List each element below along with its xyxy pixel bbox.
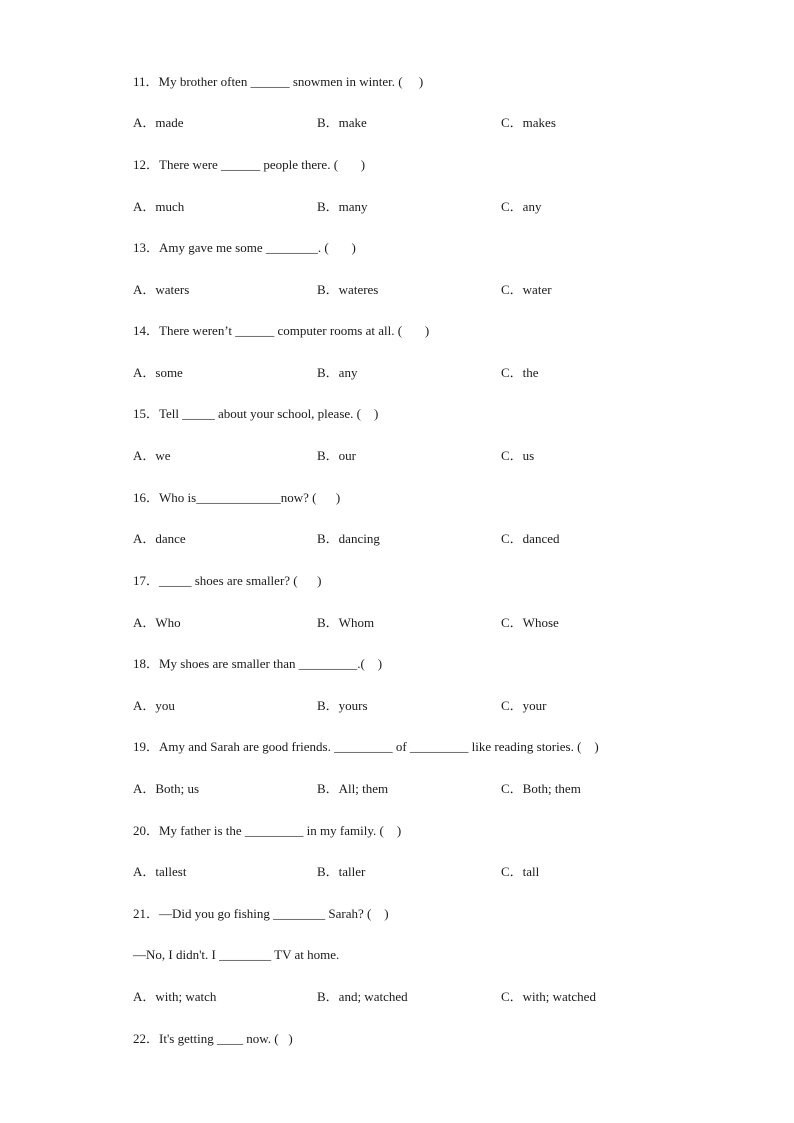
question-12-option-a: A．much — [133, 199, 185, 214]
question-18-stem: 18．My shoes are smaller than _________.( ) — [133, 656, 383, 671]
question-17-option-b: B．Whom — [317, 615, 375, 630]
question-15-option-a: A．we — [133, 448, 171, 463]
question-15-stem: 15．Tell _____ about your school, please. ( ) — [133, 406, 379, 421]
question-21-option-a: A．with; watch — [133, 989, 217, 1004]
question-19-stem: 19．Amy and Sarah are good friends. _________ of _________ like reading stories. ( ) — [133, 739, 599, 754]
question-18-option-c: C．your — [501, 698, 547, 713]
question-20-stem: 20．My father is the _________ in my family. ( ) — [133, 823, 402, 838]
question-20-option-b: B．taller — [317, 864, 366, 879]
question-18-option-b: B．yours — [317, 698, 368, 713]
question-13-stem: 13．Amy gave me some ________. ( ) — [133, 240, 356, 255]
question-17-stem: 17．_____ shoes are smaller? ( ) — [133, 573, 322, 588]
question-17-option-a: A．Who — [133, 615, 181, 630]
question-11-option-c: C．makes — [501, 115, 556, 130]
question-18-option-a: A．you — [133, 698, 175, 713]
question-12-stem: 12．There were ______ people there. ( ) — [133, 157, 366, 172]
question-19-option-b: B．All; them — [317, 781, 389, 796]
question-11-option-b: B．make — [317, 115, 367, 130]
question-14-option-a: A．some — [133, 365, 183, 380]
question-21-stem-line-2: —No, I didn't. I ________ TV at home. — [133, 947, 340, 962]
question-11-stem: 11．My brother often ______ snowmen in winter. ( ) — [133, 74, 424, 89]
question-16-stem: 16．Who is_____________now? ( ) — [133, 490, 341, 505]
question-16-option-c: C．danced — [501, 531, 560, 546]
question-21-option-b: B．and; watched — [317, 989, 408, 1004]
question-15-option-c: C．us — [501, 448, 535, 463]
question-14-stem: 14．There weren’t ______ computer rooms at all. ( ) — [133, 323, 430, 338]
question-13-option-a: A．waters — [133, 282, 190, 297]
question-21-option-c: C．with; watched — [501, 989, 596, 1004]
question-22-stem: 22．It's getting ____ now. ( ) — [133, 1031, 293, 1046]
question-11-option-a: A．made — [133, 115, 184, 130]
question-12-option-c: C．any — [501, 199, 542, 214]
question-17-option-c: C．Whose — [501, 615, 559, 630]
question-14-option-b: B．any — [317, 365, 358, 380]
question-19-option-a: A．Both; us — [133, 781, 200, 796]
question-13-option-b: B．wateres — [317, 282, 379, 297]
question-20-option-c: C．tall — [501, 864, 540, 879]
question-20-option-a: A．tallest — [133, 864, 187, 879]
question-16-option-b: B．dancing — [317, 531, 380, 546]
question-14-option-c: C．the — [501, 365, 539, 380]
question-21-stem: 21．—Did you go fishing ________ Sarah? ( ) — [133, 906, 389, 921]
question-15-option-b: B．our — [317, 448, 357, 463]
question-12-option-b: B．many — [317, 199, 368, 214]
question-13-option-c: C．water — [501, 282, 552, 297]
question-16-option-a: A．dance — [133, 531, 186, 546]
question-19-option-c: C．Both; them — [501, 781, 581, 796]
